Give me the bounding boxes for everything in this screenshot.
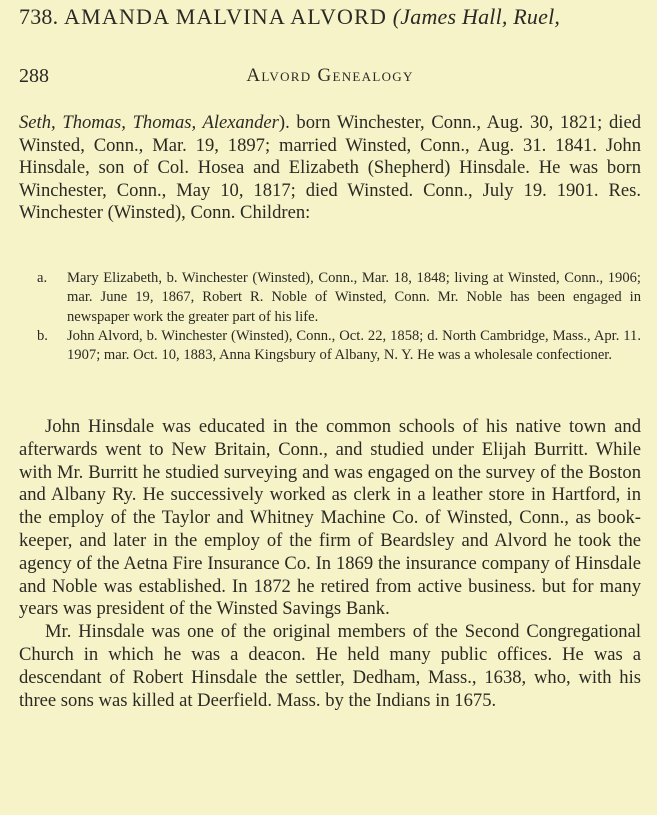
biography-text xyxy=(19,416,641,712)
child-entry xyxy=(19,327,641,366)
page-title: Alvord Genealogy xyxy=(246,65,414,86)
children-list xyxy=(19,269,641,365)
lineage-names: Seth, Thomas, Thomas, Alexander xyxy=(19,112,279,133)
child-text: Mary Elizabeth, b. Winchester (Winsted), Conn., Mar. 18, 1848; living at Winsted, Conn., 1906; mar. June 19, 1867, Robert R. Noble of Winsted, Conn. Mr. Noble has been engaged in newspaper work the greater part of his life. xyxy=(67,270,641,325)
child-text: John Alvord, b. Winchester (Winsted), Conn., Oct. 22, 1858; d. North Cambridge, Mass., Apr. 11. 1907; mar. Oct. 10, 1883, Anna Kingsbury of Albany, N. Y. He was a wholesale confectioner. xyxy=(67,327,641,364)
previous-entry-heading xyxy=(19,4,657,30)
child-entry xyxy=(19,269,641,327)
entry-parents: (James Hall, Ruel, xyxy=(392,4,561,29)
entry-paragraph xyxy=(19,112,641,225)
entry-text: ). born Winchester, Conn., Aug. 30, 1821; died Winsted, Conn., Mar. 19, 1897; married Winsted, Conn., Aug. 31. 1841. John Hinsdale, son of Col. Hosea and Elizabeth (Shepherd) Hinsdale. He was born Winchester, Conn., May 10, 1817; died Winsted. Conn., July 19. 1901. Res. Winchester (Winsted), Conn. Children: xyxy=(19,112,641,224)
running-head xyxy=(19,64,641,88)
entry-name: AMANDA MALVINA ALVORD xyxy=(64,4,388,29)
child-letter: b. xyxy=(37,327,48,344)
entry-number: 738. xyxy=(19,4,59,29)
paragraph: John Hinsdale was educated in the common schools of his native town and afterwards went to New Britain, Conn., and studied under Elijah Burritt. While with Mr. Burritt he studied surveying and was engaged on the survey of the Boston and Albany Ry. He successively worked as clerk in a leather store in Hartford, in the employ of the Taylor and Whitney Machine Co. of Winsted, Conn., as book-keeper, and later in the employ of the firm of Beardsley and Alvord he took the agency of the Aetna Fire Insurance Co. In 1869 the insurance company of Hinsdale and Noble was established. In 1872 he retired from active business. but for many years was president of the Winsted Savings Bank. xyxy=(19,416,641,620)
page-number: 288 xyxy=(19,65,49,87)
paragraph: Mr. Hinsdale was one of the original members of the Second Congregational Church in which he was a deacon. He held many public offices. He was a descendant of Robert Hinsdale the settler, Dedham, Mass., 1638, who, with his three sons was killed at Deerfield. Mass. by the Indians in 1675. xyxy=(19,621,641,711)
child-letter: a. xyxy=(37,270,48,286)
